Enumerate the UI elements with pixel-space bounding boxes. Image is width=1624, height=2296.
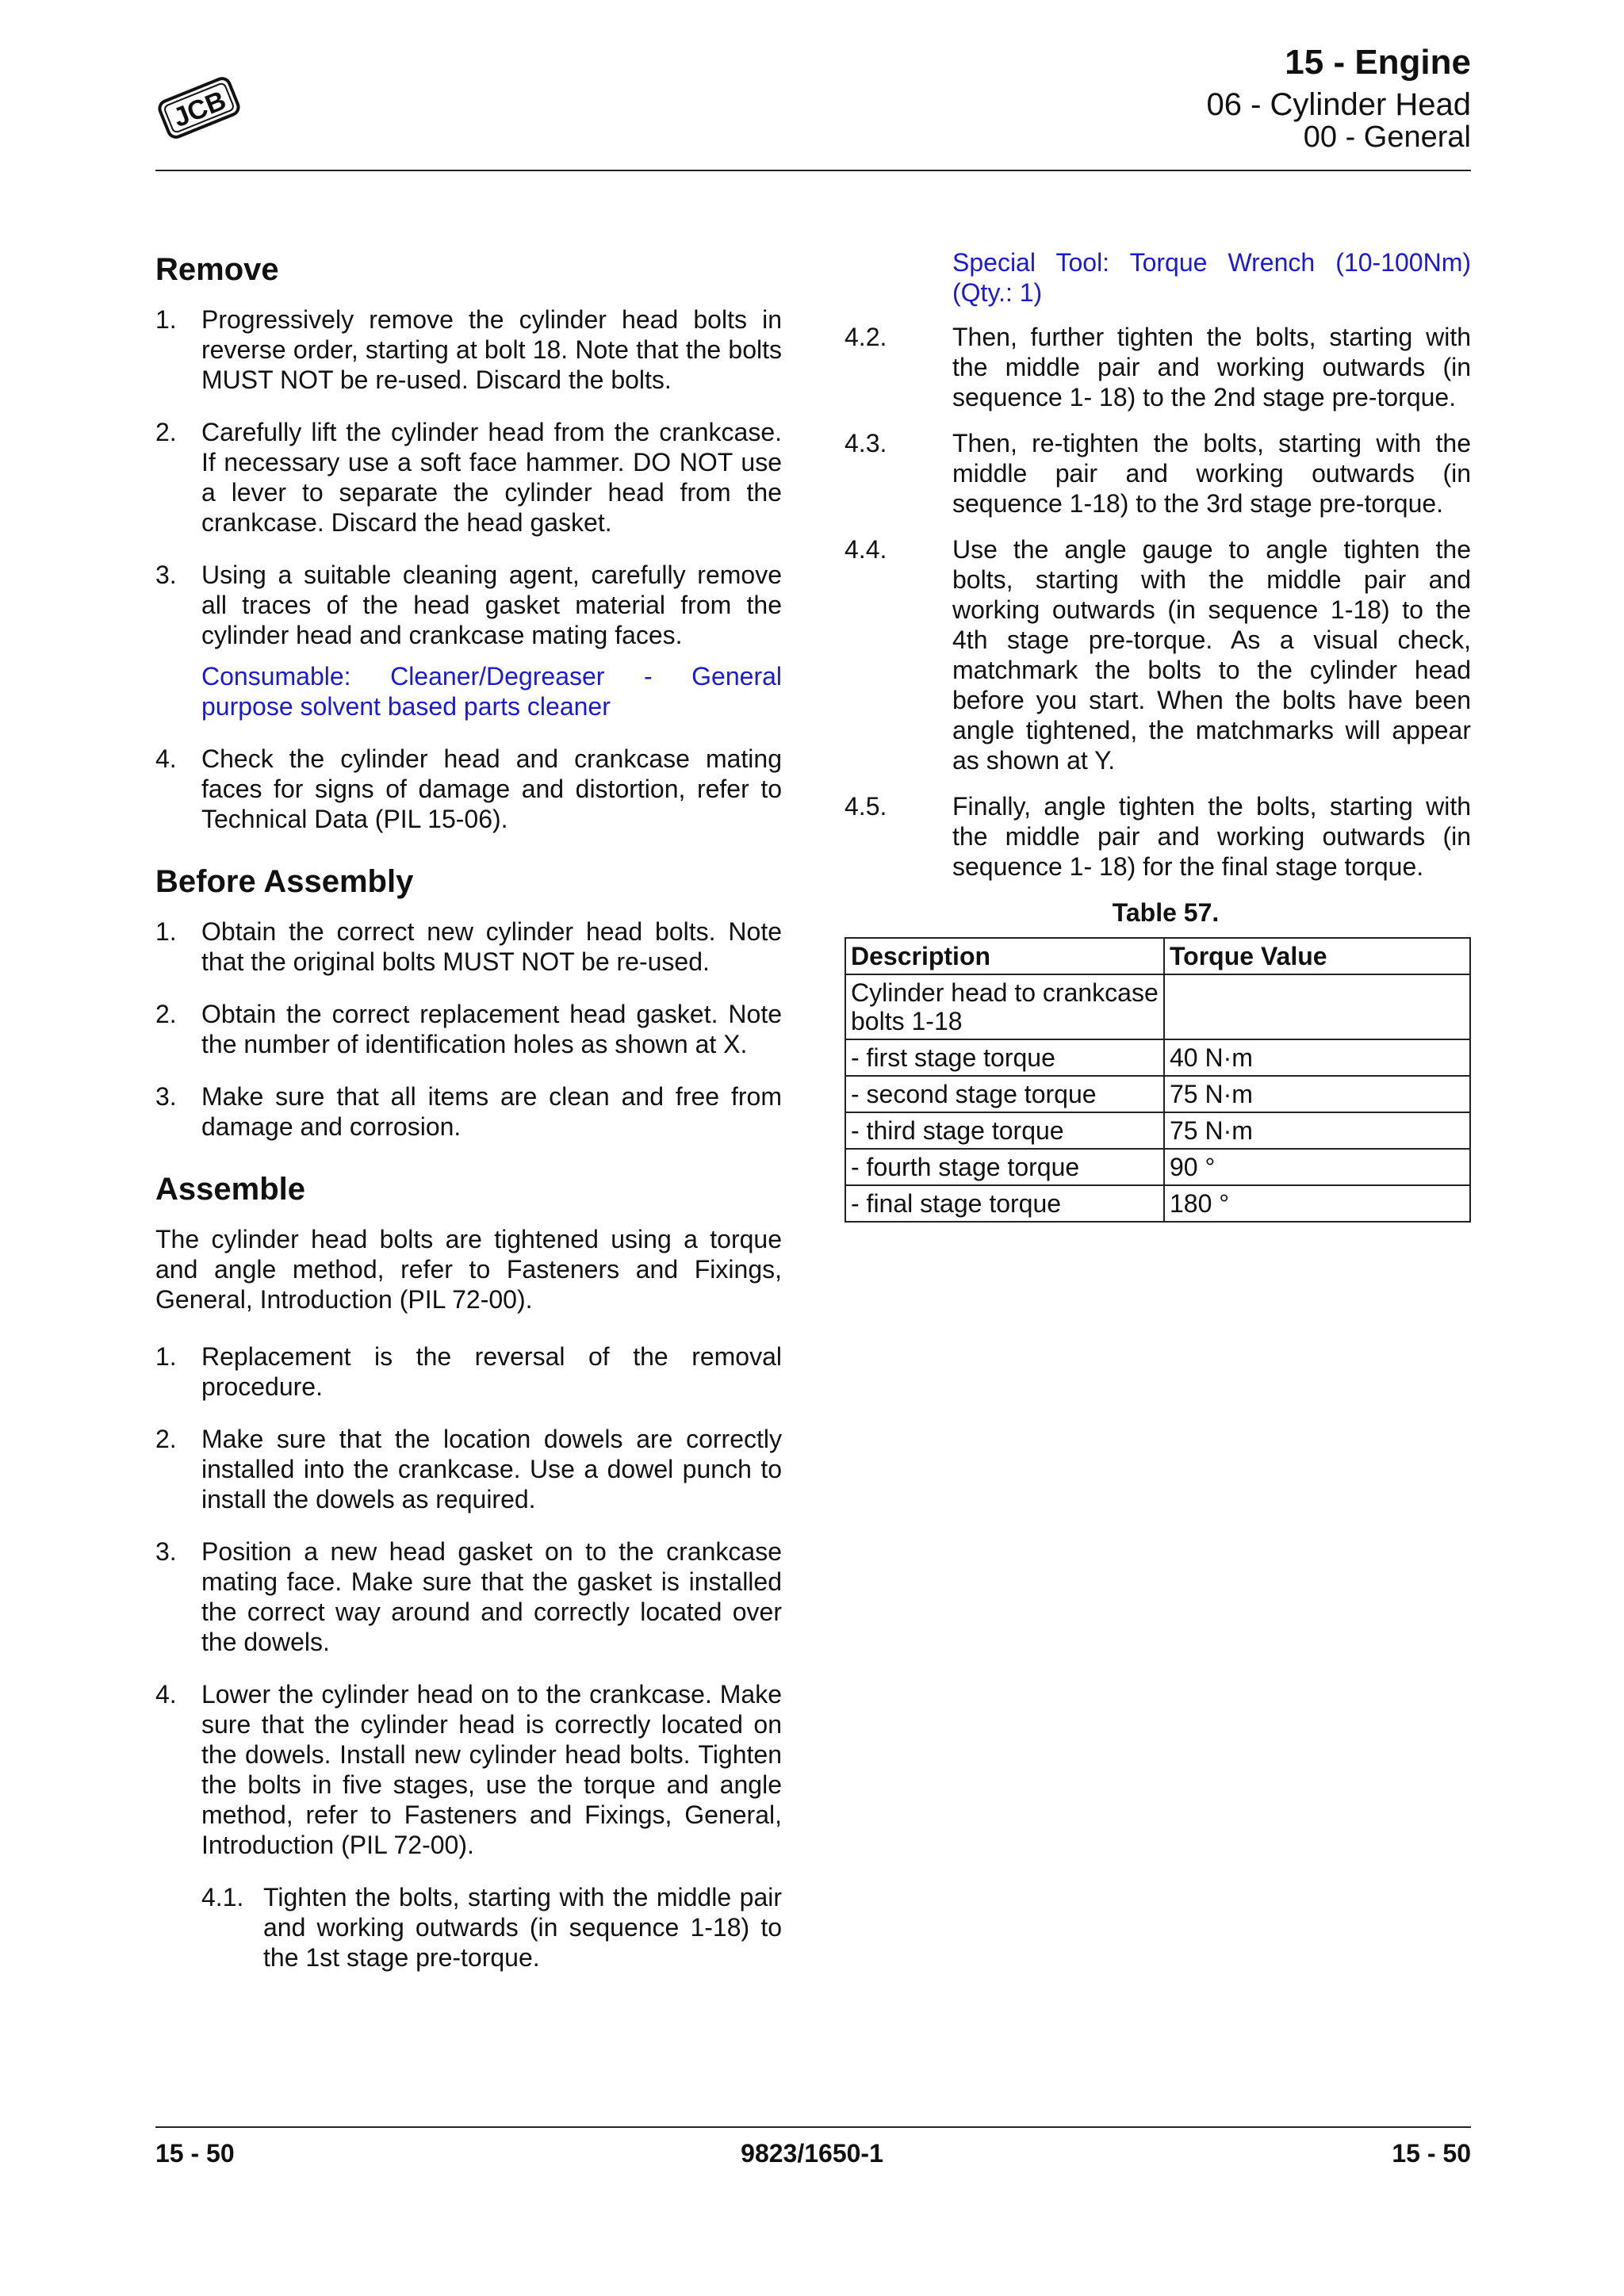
step-number: 3.: [155, 561, 177, 589]
step-number: 2.: [155, 418, 177, 446]
table-cell: - second stage torque: [845, 1076, 1164, 1112]
substep-number: 4.1.: [201, 1883, 244, 1911]
step-number: 2.: [155, 1425, 177, 1453]
page-number-right: 15 - 50: [1392, 2139, 1471, 2168]
table-row: [845, 1112, 1470, 1149]
table-cell: - fourth stage torque: [845, 1149, 1164, 1185]
substep-text: Then, re-tighten the bolts, starting with the middle pair and working outwards (in sequence 1-18) to the 3rd stage pre-torque.: [952, 429, 1471, 518]
table-cell: Cylinder head to crankcase bolts 1-18: [845, 974, 1164, 1039]
substep-number: 4.2.: [845, 323, 887, 351]
table-row: [845, 1076, 1470, 1112]
table-row: [845, 1039, 1470, 1076]
table-row: [845, 1149, 1470, 1185]
step-text: Make sure that the location dowels are correctly installed into the crankcase. Use a dowel punch to install the dowels as required.: [201, 1425, 782, 1513]
substep-number: 4.5.: [845, 792, 887, 821]
step-text: Carefully lift the cylinder head from the crankcase. If necessary use a soft face hammer. DO NOT use a lever to separate the cylinder head from the crankcase. Discard the head gasket.: [201, 418, 782, 537]
table-row: [845, 1185, 1470, 1222]
subsection-title: 00 - General: [1303, 121, 1471, 154]
table-cell: 180 °: [1164, 1185, 1470, 1222]
step-number: 3.: [155, 1537, 177, 1566]
assemble-step: [155, 1424, 782, 1514]
table-cell: - first stage torque: [845, 1039, 1164, 1076]
substep-number: 4.3.: [845, 429, 887, 457]
header-divider: [155, 170, 1471, 171]
step-text: Position a new head gasket on to the crankcase mating face. Make sure that the gasket is installed the correct way around and correctly located over the dowels.: [201, 1537, 782, 1656]
step-text: Obtain the correct new cylinder head bolts. Note that the original bolts MUST NOT be re-used.: [201, 917, 782, 976]
before-assembly-step: [155, 1081, 782, 1142]
substep-text: Then, further tighten the bolts, starting with the middle pair and working outwards (in sequence 1- 18) to the 2nd stage pre-torque.: [952, 323, 1471, 411]
step-text: Replacement is the reversal of the removal procedure.: [201, 1342, 782, 1401]
step-number: 4.: [155, 744, 177, 773]
assemble-step: [155, 1536, 782, 1657]
before-assembly-heading: Before Assembly: [155, 864, 414, 899]
step-text: Using a suitable cleaning agent, carefully remove all traces of the head gasket material from the cylinder head and crankcase mating faces.: [201, 561, 782, 649]
footer-divider: [155, 2126, 1471, 2128]
table-cell: 90 °: [1164, 1149, 1470, 1185]
before-assembly-step: [155, 999, 782, 1059]
column-header: Description: [845, 938, 1164, 974]
jcb-logo: [155, 68, 243, 147]
substep-text: Tighten the bolts, starting with the middle pair and working outwards (in sequence 1-18) to the 1st stage pre-torque.: [263, 1883, 782, 1972]
step-text: Make sure that all items are clean and free from damage and corrosion.: [201, 1082, 782, 1141]
table-cell: - third stage torque: [845, 1112, 1164, 1149]
step-text: Check the cylinder head and crankcase mating faces for signs of damage and distortion, refer to Technical Data (PIL 15-06).: [201, 744, 782, 833]
remove-step: [155, 304, 782, 395]
step-text: Lower the cylinder head on to the crankcase. Make sure that the cylinder head is correctly located on the dowels. Install new cylinder head bolts. Tighten the bolts in five stages, use the torque and angle method, refer to Fasteners and Fixings, General, Introduction (PIL 72-00).: [201, 1680, 782, 1859]
left-column: [155, 251, 782, 1995]
table-cell: 40 N·m: [1164, 1039, 1470, 1076]
step-number: 1.: [155, 305, 177, 334]
table-cell: 75 N·m: [1164, 1112, 1470, 1149]
table-row: [845, 974, 1470, 1039]
substep-text: Use the angle gauge to angle tighten the bolts, starting with the middle pair and working outwards (in sequence 1-18) to the 4th stage pre-torque. As a visual check, matchmark the bolts to the cylinder head before you start. When the bolts have been angle tightened, the matchmarks will appear as shown at Y.: [952, 535, 1471, 775]
table-cell: [1164, 974, 1470, 1039]
assemble-substep: [845, 791, 1471, 882]
consumable-link[interactable]: Consumable: Cleaner/Degreaser - General purpose solvent based parts cleaner: [201, 662, 782, 721]
svg-text:JCB: JCB: [169, 85, 231, 134]
assemble-step: [155, 1341, 782, 1402]
remove-step: [155, 560, 782, 650]
substep-number: 4.4.: [845, 535, 887, 564]
assemble-heading: Assemble: [155, 1172, 305, 1207]
assemble-intro: The cylinder head bolts are tightened using a torque and angle method, refer to Fasteners and Fixings, General, Introduction (PIL 72-00).: [155, 1225, 782, 1314]
assemble-step: [155, 1679, 782, 1860]
assemble-substep: [845, 428, 1471, 519]
step-number: 2.: [155, 1000, 177, 1028]
special-tool-link[interactable]: Special Tool: Torque Wrench (10-100Nm) (Qty.: 1): [952, 248, 1471, 307]
step-text: Progressively remove the cylinder head bolts in reverse order, starting at bolt 18. Note that the bolts MUST NOT be re-used. Discard the bolts.: [201, 305, 782, 394]
column-header: Torque Value: [1164, 938, 1470, 974]
step-text: Obtain the correct replacement head gasket. Note the number of identification holes as shown at X.: [201, 1000, 782, 1058]
table-caption: Table 57.: [1112, 898, 1220, 927]
right-column: [845, 248, 1471, 1223]
document-number: 9823/1650-1: [741, 2139, 883, 2168]
step-number: 3.: [155, 1082, 177, 1111]
assemble-substep: [845, 322, 1471, 412]
before-assembly-step: [155, 916, 782, 977]
step-number: 1.: [155, 917, 177, 946]
remove-step: [155, 417, 782, 538]
step-number: 1.: [155, 1342, 177, 1371]
substep-text: Finally, angle tighten the bolts, starting with the middle pair and working outwards (in sequence 1- 18) for the final stage torque.: [952, 792, 1471, 881]
remove-heading: Remove: [155, 252, 279, 287]
table-header-row: [845, 938, 1470, 974]
torque-table: [845, 937, 1471, 1223]
section-title: 06 - Cylinder Head: [1206, 87, 1471, 122]
chapter-title: 15 - Engine: [1285, 43, 1471, 82]
assemble-substep: [845, 534, 1471, 775]
table-cell: - final stage torque: [845, 1185, 1164, 1222]
remove-step: [155, 744, 782, 834]
page-number-left: 15 - 50: [155, 2139, 235, 2168]
step-number: 4.: [155, 1680, 177, 1709]
table-cell: 75 N·m: [1164, 1076, 1470, 1112]
assemble-substep: [201, 1882, 782, 1973]
